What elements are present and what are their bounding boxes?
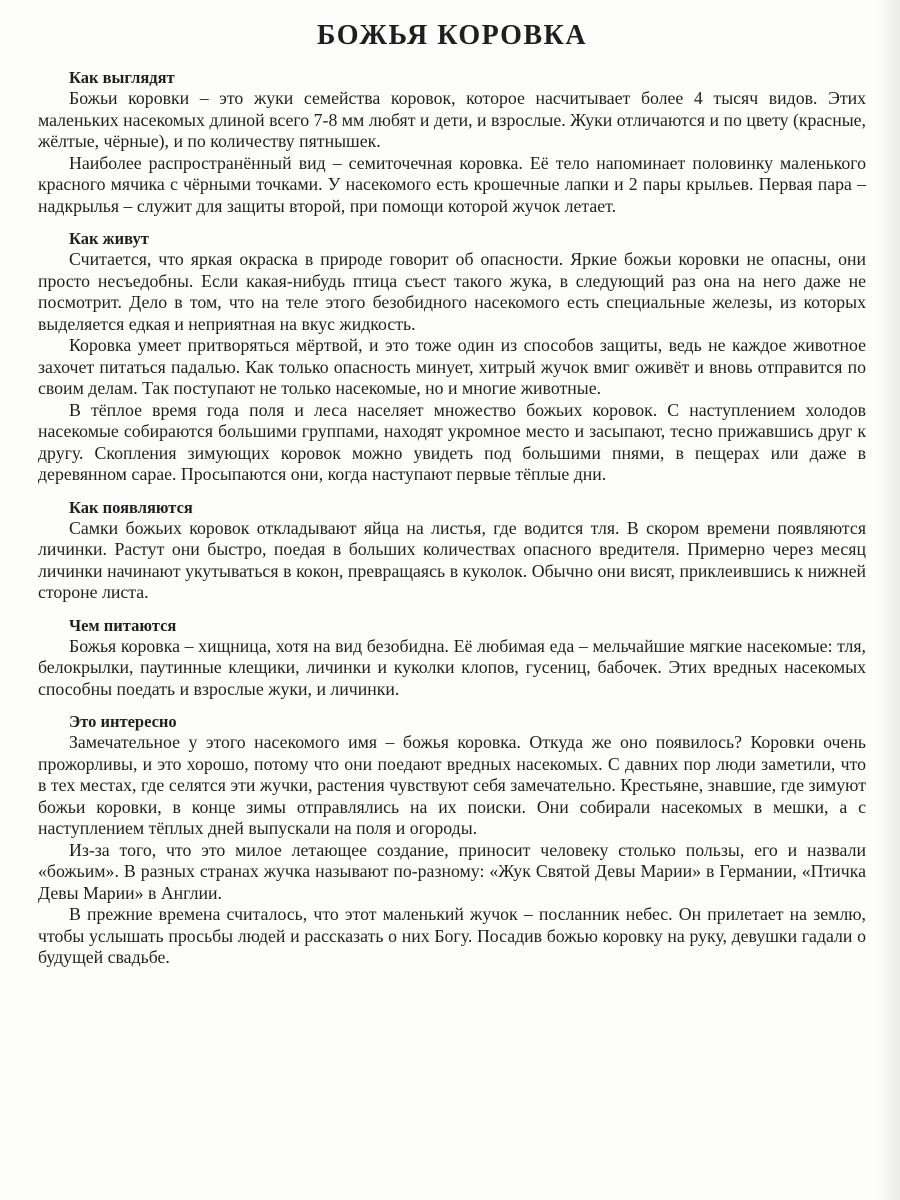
section-interesting <box>38 712 866 969</box>
paragraph: Божьи коровки – это жуки семейства коровок, которое насчитывает более 4 тысяч видов. Этих маленьких насекомых длиной всего 7-8 мм любят и дети, и взрослые. Жуки отличаются и по цвету (красные, жёлтые, чёрные), и по количеству пятнышек. <box>38 88 866 151</box>
paragraph: Считается, что яркая окраска в природе говорит об опасности. Яркие божьи коровки не опасны, они просто несъедобны. Если какая-нибудь птица съест такого жука, в следующий раз она на него даже не посмотрит. Дело в том, что на теле этого безобидного насекомого есть специальные железы, из которых выделяется едкая и неприятная на вкус жидкость. <box>38 249 866 334</box>
page-edge-shadow <box>878 0 900 1200</box>
document-page <box>38 18 866 981</box>
section-appearance <box>38 68 866 217</box>
paragraph: Наиболее распространённый вид – семиточечная коровка. Её тело напоминает половинку маленького красного мячика с чёрными точками. У насекомого есть крошечные лапки и 2 пары крыльев. Первая пара – надкрылья – служит для защиты второй, при помощи которой жучок летает. <box>38 152 866 216</box>
paragraph: Замечательное у этого насекомого имя – божья коровка. Откуда же оно появилось? Коровки очень прожорливы, и это хорошо, потому что они поедают вредных насекомых. С давних пор люди заметили, что в тех местах, где селятся эти жучки, растения чувствуют себя замечательно. Крестьяне, знавшие, где зимуют божьи коровки, в конце зимы отправлялись на их поиски. Они собирали насекомых в мешки, а с наступлением тёплых дней выпускали на поля и огороды. <box>38 732 866 838</box>
paragraph: Божья коровка – хищница, хотя на вид безобидна. Её любимая еда – мельчайшие мягкие насекомые: тля, белокрылки, паутинные клещики, личинки и куколки клопов, гусениц, бабочек. Этих вредных насекомых способны поедать и взрослые жуки, и личинки. <box>38 635 866 699</box>
section-heading: Чем питаются <box>69 615 177 635</box>
section-heading: Как выглядят <box>69 68 175 87</box>
section-heading: Это интересно <box>69 712 177 731</box>
paragraph: В прежние времена считалось, что этот маленький жучок – посланник небес. Он прилетает на землю, чтобы услышать просьбы людей и рассказать о них Богу. Посадив божью коровку на руку, девушки гадали о будущей свадьбе. <box>38 904 866 967</box>
paragraph: Самки божьих коровок откладывают яйца на листья, где водится тля. В скором времени появляются личинки. Растут они быстро, поедая в больших количествах опасного вредителя. Примерно через месяц личинки начинают укутываться в кокон, превращаясь в куколок. Обычно они висят, приклеившись к нижней стороне листа. <box>38 517 866 602</box>
section-lifestyle <box>38 229 866 486</box>
section-heading: Как живут <box>69 229 149 248</box>
paragraph: Из-за того, что это милое летающее создание, приносит человеку столько пользы, его и назвали «божьим». В разных странах жучка называют по-разному: «Жук Святой Девы Марии» в Германии, «Птичка Девы Марии» в Англии. <box>38 839 866 903</box>
paragraph: Коровка умеет притворяться мёртвой, и это тоже один из способов защиты, ведь не каждое животное захочет питаться падалью. Как только опасность минует, хитрый жучок вмиг оживёт и вновь отправится по своим делам. Так поступают не только насекомые, но и многие животные. <box>38 335 866 398</box>
page-title: БОЖЬЯ КОРОВКА <box>316 20 588 51</box>
section-heading: Как появляются <box>69 497 193 517</box>
paragraph: В тёплое время года поля и леса населяет множество божьих коровок. С наступлением холодов насекомые собираются большими группами, находят укромное место и засыпают, тесно прижавшись друг к другу. Скопления зимующих коровок можно увидеть под большими пнями, в пещерах или даже в деревянном сарае. Просыпаются они, когда наступают первые тёплые дни. <box>38 399 866 484</box>
section-diet <box>38 616 866 701</box>
section-reproduction <box>38 498 866 604</box>
